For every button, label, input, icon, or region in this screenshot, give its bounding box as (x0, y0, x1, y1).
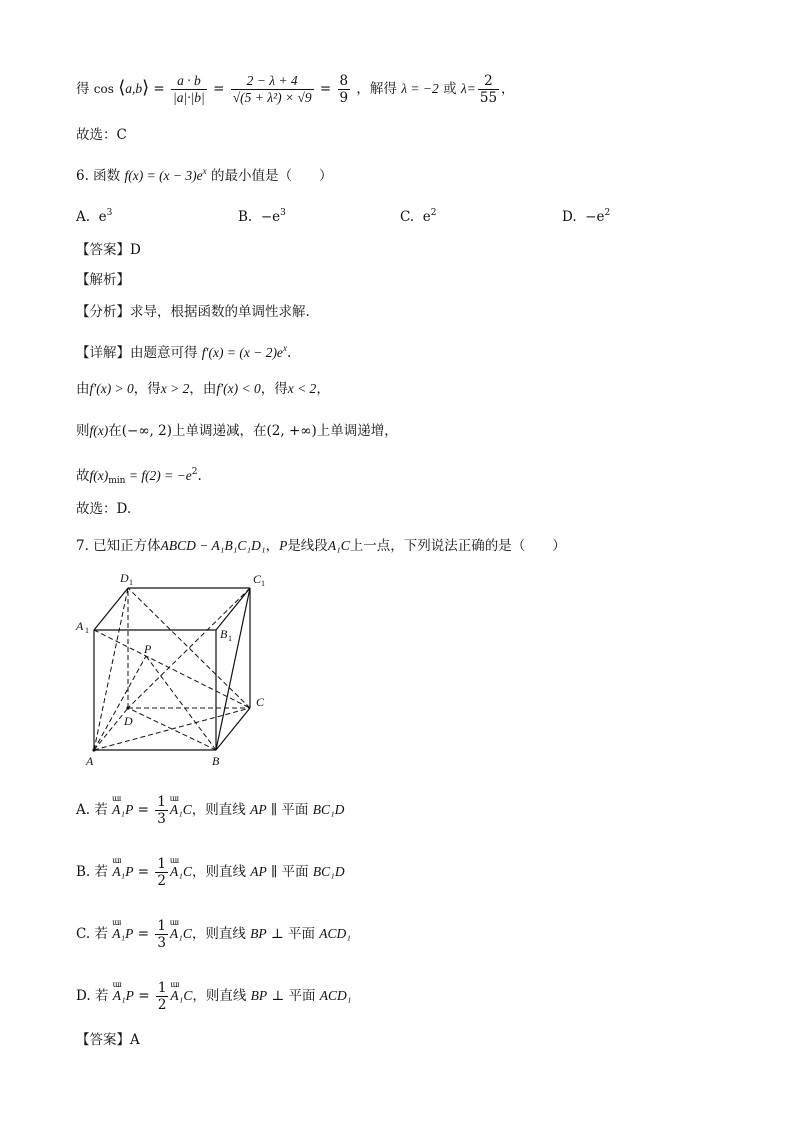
label-a1: A (76, 619, 84, 633)
edge-ad (94, 708, 128, 750)
q6-function: f(x) = (x − 3)e (124, 168, 203, 183)
q6-step-2: 则f(x)在(−∞, 2)上单调递减，在(2, +∞)上单调递增， (76, 423, 398, 439)
q7-option-a: A. 若 ɯɹ A₁P = $\frac{1}{3}$ ɯɹ A₁C，则直线 AP ∥ 平面 BC₁D (76, 793, 345, 827)
solution-1: λ = −2 (401, 81, 439, 96)
derivative-exp: x (282, 343, 287, 353)
q6-option-d: D. $-e^2$ (562, 208, 611, 225)
or-text: 或 (443, 81, 457, 97)
q5-end: ， (501, 81, 515, 97)
q7-answer (76, 1030, 140, 1050)
q6-step-1: 由f′(x) > 0，得x > 2，由f′(x) < 0，得x < 2， (76, 381, 330, 397)
diag-bd (128, 708, 216, 750)
point-a-dot (92, 748, 95, 751)
seg-ap (94, 656, 146, 750)
q6-function-exp: x (202, 166, 207, 176)
cube-name: ABCD − A₁B₁C₁D₁ (160, 538, 266, 553)
answer-tag: 【答案】 (76, 242, 130, 258)
solution-2: λ= (460, 81, 476, 96)
q5-lead: 得 (76, 81, 90, 97)
solve-text: ，解得 (356, 81, 397, 97)
q6-analysis-tag: 【解析】 (76, 272, 130, 288)
answer-tag: 【答案】 (76, 1032, 130, 1048)
label-p: P (144, 642, 152, 656)
point-d-dot (126, 706, 129, 709)
edge-bc1 (216, 588, 250, 750)
cos-fraction: $\frac{a \cdot b}{|a|\cdot|b|}$ (173, 73, 205, 105)
edge-d1a1 (94, 588, 128, 630)
edge-b1c1 (216, 588, 250, 630)
q6-option-c: C. $e^2$ (400, 208, 437, 225)
answer-value: D (130, 242, 141, 258)
point-p: P (279, 538, 288, 553)
fenxi-text: 求导，根据函数的单调性求解. (130, 304, 310, 320)
value-fraction: $\frac{8}{9}$ (339, 73, 349, 106)
q7-option-c: C. 若 ɯɹ A₁P = $\frac{1}{3}$ ɯɹ A₁C，则直线 BP ⊥ 平面 ACD₁ (76, 917, 351, 951)
diag-a1c (94, 630, 250, 708)
label-c1-sub: 1 (261, 579, 265, 588)
label-b1: B (220, 627, 228, 641)
detail-end: . (286, 345, 292, 361)
q7-option-d: D. 若 ɯɹ A₁P = $\frac{1}{2}$ ɯɹ A₁C，则直线 BP ⊥ 平面 ACD₁ (76, 979, 352, 1013)
lambda-fraction: $\frac{2 - \lambda + 4}{\text{√(5 + λ²) × √9}}$ (232, 73, 312, 105)
q6-option-b: B. $-e^3$ (238, 208, 286, 225)
q6-option-a: A. $e^3$ (76, 208, 113, 225)
edge-bc (216, 708, 250, 750)
cos-text: cos (93, 82, 114, 96)
q5-conclusion: 得 cos ⟨a,b⟩ = $\frac{a \cdot b}{|a|\cdot|b|}$ = $\frac{2 - \lambda + 4}{\text{√(5 + λ²) × √9}}$ = $\frac{8}{9}$ ，解得 λ = −2 或 λ= $\frac{2}{55}$ ， (76, 73, 515, 106)
q5-choose: 故选：C (76, 127, 127, 143)
q6-stem-end: 的最小值是（ ） (210, 168, 333, 184)
q7-option-b: B. 若 ɯɹ A₁P = $\frac{1}{2}$ ɯɹ A₁C，则直线 AP ∥ 平面 BC₁D (76, 855, 345, 889)
label-d1: D (120, 571, 129, 585)
segment-a1c: A₁C (327, 538, 350, 553)
q6-stem-lead: 6. 函数 (76, 168, 121, 184)
diag-ad1 (94, 588, 128, 750)
q6-fenxi (76, 302, 310, 322)
q6-stem (76, 161, 332, 186)
q7-stem: 7. 已知正方体ABCD − A₁B₁C₁D₁，P是线段A₁C上一点，下列说法正确的是（ ） (76, 538, 566, 554)
label-a: A (86, 754, 94, 768)
q7-stem-lead: 7. 已知正方体 (76, 538, 161, 554)
label-d: D (124, 714, 133, 728)
cube-figure (72, 568, 282, 768)
label-a1-sub: 1 (85, 626, 89, 635)
q6-answer (76, 240, 141, 260)
fenxi-tag: 【分析】 (76, 304, 130, 320)
detail-text: 由题意可得 (130, 345, 198, 361)
detail-tag: 【详解】 (76, 345, 130, 361)
seg-bp (146, 656, 216, 750)
label-b: B (212, 754, 220, 768)
vector-pair: a,b (125, 81, 143, 96)
label-d1-sub: 1 (129, 578, 133, 587)
label-b1-sub: 1 (228, 634, 232, 643)
label-c1: C (253, 572, 262, 586)
label-c: C (256, 695, 265, 709)
q6-detail (76, 338, 291, 363)
q6-choose: 故选：D. (76, 501, 132, 517)
q6-step-3: 故$f(x)_{min} = f(2) = -e^2$. (76, 467, 202, 486)
answer-value: A (130, 1032, 140, 1048)
solution-2-fraction: $\frac{2}{55}$ (479, 73, 498, 106)
derivative-expr: f′(x) = (x − 2)e (201, 345, 283, 360)
